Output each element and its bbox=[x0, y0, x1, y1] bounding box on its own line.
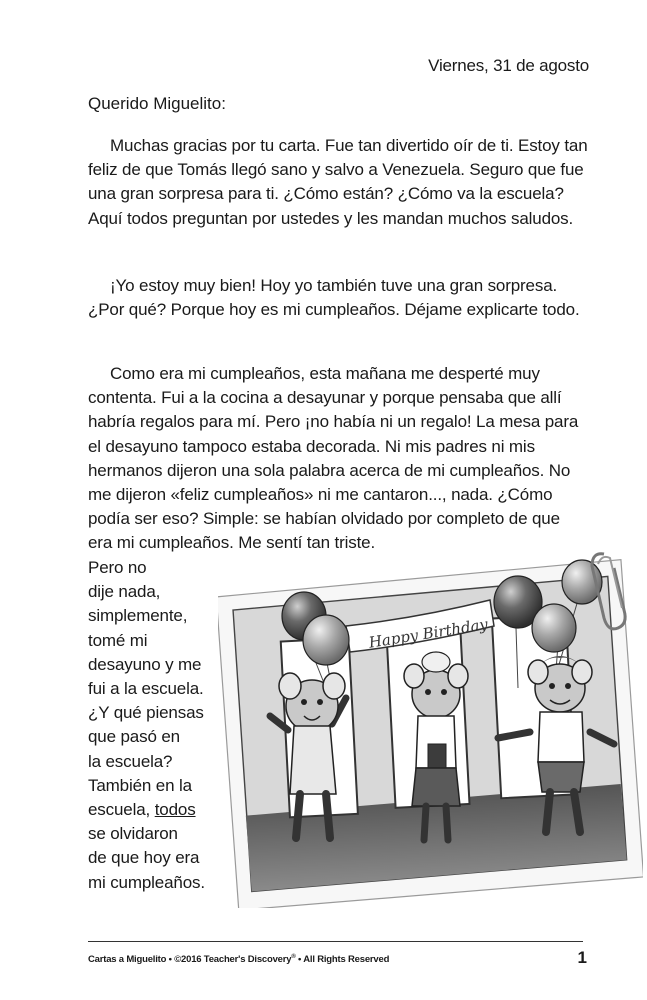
footer-copyright: Cartas a Miguelito • ©2016 Teacher's Discovery bbox=[88, 954, 292, 966]
side-text bbox=[88, 556, 218, 895]
side-line: mi cumpleaños. bbox=[88, 872, 205, 892]
side-line: la escuela? bbox=[88, 751, 173, 771]
side-line: simplemente, bbox=[88, 606, 188, 626]
side-line: fui a la escuela. bbox=[88, 679, 204, 699]
letter-date: Viernes, 31 de agosto bbox=[428, 56, 589, 75]
underlined-word: todos bbox=[154, 800, 196, 820]
paragraph-3: Como era mi cumpleaños, esta mañana me desperté muy contenta. Fui a la cocina a desayunar y porque pensaba que allí habría regalos para mí. Pero ¡no había ni un regalo! La mesa para el desayuno tampoco estaba decorada. Ni mis padres ni mis hermanos dijeron una sola palabra acerca de mi cumpleaños. No me dijeron «feliz cumpleaños» ni me cantaron..., nada. ¿Cómo podía ser eso? Simple: se habían olvidado por completo de que era mi cumpleaños. Me sentí tan triste. bbox=[88, 364, 579, 553]
side-line: se olvidaron bbox=[88, 824, 178, 844]
banner-text: Happy Birthday bbox=[367, 615, 490, 652]
birthday-photo bbox=[218, 548, 643, 908]
footer-divider bbox=[88, 941, 583, 942]
paragraph-2: ¡Yo estoy muy bien! Hoy yo también tuve una gran sorpresa. ¿Por qué? Porque hoy es mi cumpleaños. Déjame explicarte todo. bbox=[88, 276, 580, 320]
side-line: tomé mi bbox=[88, 630, 148, 650]
registered-mark: ® bbox=[291, 954, 296, 960]
page-number: 1 bbox=[577, 948, 587, 967]
letter-greeting: Querido Miguelito: bbox=[88, 94, 226, 113]
paragraph-1: Muchas gracias por tu carta. Fue tan divertido oír de ti. Estoy tan feliz de que Tomás llegó sano y salvo a Venezuela. Seguro que fue una gran sorpresa para ti. ¿Cómo están? ¿Cómo va la escuela? Aquí todos preguntan por ustedes y les mandan muchos saludos. bbox=[88, 136, 588, 228]
side-line: de que hoy era bbox=[88, 848, 200, 868]
footer-rights: • All Rights Reserved bbox=[295, 954, 390, 966]
side-line bbox=[88, 798, 218, 822]
side-line-text: escuela, bbox=[88, 800, 155, 820]
side-line: dije nada, bbox=[88, 582, 161, 602]
side-line: que pasó en bbox=[88, 727, 180, 747]
side-line: desayuno y me bbox=[88, 654, 202, 674]
birthday-illustration bbox=[218, 548, 643, 908]
side-line: ¿Y qué piensas bbox=[88, 703, 204, 723]
side-line: También en la bbox=[88, 775, 192, 795]
side-line: Pero no bbox=[88, 558, 147, 577]
footer-text bbox=[88, 954, 389, 965]
